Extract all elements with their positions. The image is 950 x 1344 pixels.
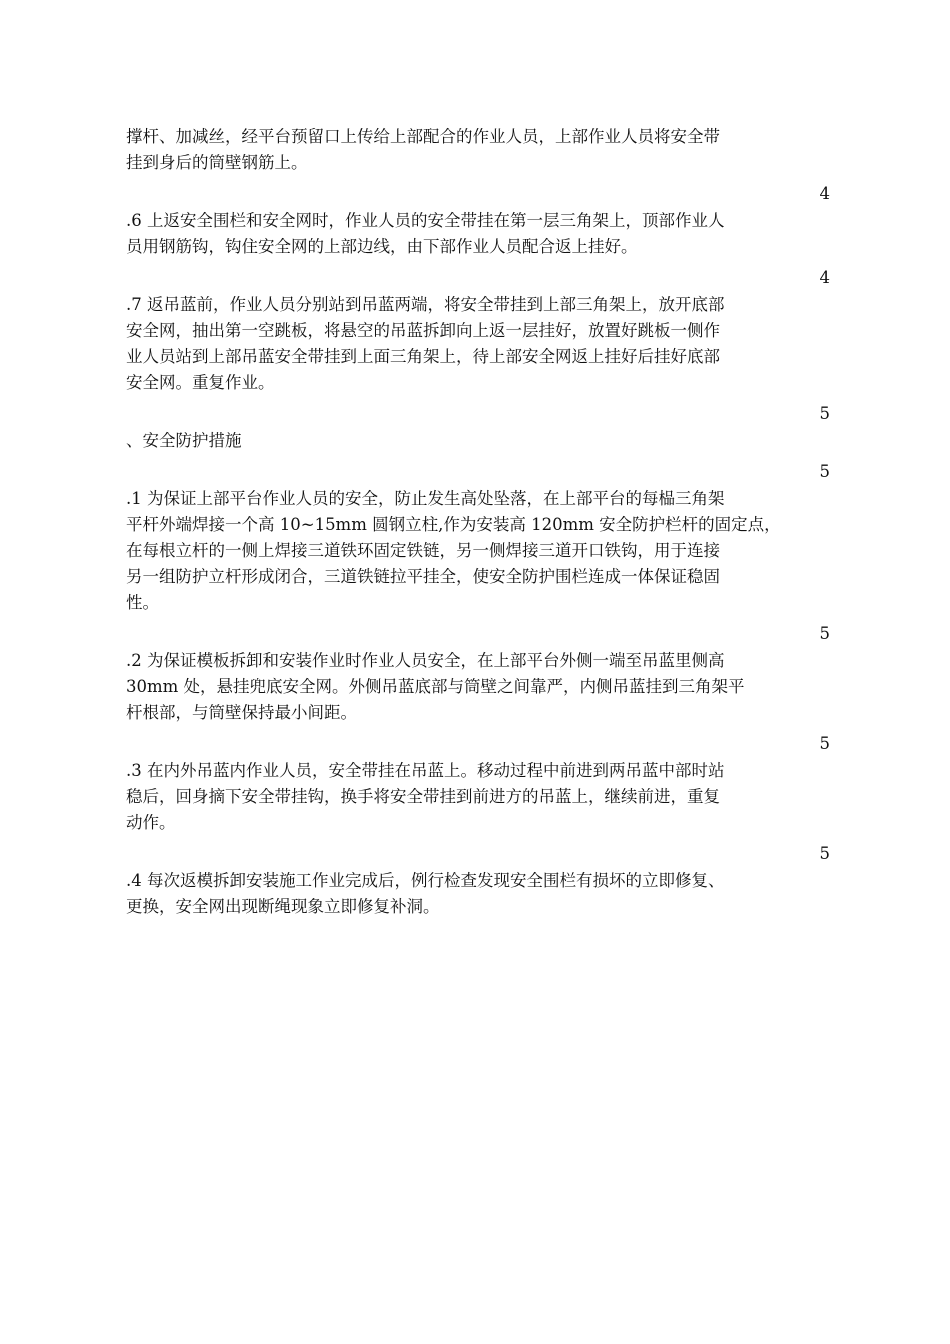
paragraph-continuation: 撑杆、加减丝，经平台预留口上传给上部配合的作业人员，上部作业人员将安全带 挂到身后的筒壁钢筋上。 [126, 127, 720, 172]
section-number: 5 [819, 734, 830, 753]
section-number: 5 [819, 624, 830, 643]
paragraph-4-6: .6 上返安全围栏和安全网时，作业人员的安全带挂在第一层三角架上，顶部作业人 员用钢筋钩，钩住安全网的上部边线，由下部作业人员配合返上挂好。 [126, 211, 725, 256]
paragraph-5-1: .1 为保证上部平台作业人员的安全，防止发生高处坠落，在上部平台的每榀三角架 平杆外端焊接一个高 10~15mm 圆钢立柱,作为安装高 120mm 安全防护栏杆的固定点， 在每根立杆的一侧上焊接三道铁环固定铁链，另一侧焊接三道开口铁钩，用于连接 另一组防护立杆形成闭合，三道铁链拉平挂全，使安全防护围栏连成一体保证稳固 性。 [126, 489, 781, 612]
paragraph-5-4: .4 每次返模拆卸安装施工作业完成后，例行检查发现安全围栏有损坏的立即修复、 更换，安全网出现断绳现象立即修复补洞。 [126, 871, 725, 916]
document-body [126, 124, 832, 920]
section-number: 5 [819, 844, 830, 863]
paragraph-5-2: .2 为保证模板拆卸和安装作业时作业人员安全，在上部平台外侧一端至吊蓝里侧高 30mm 处，悬挂兜底安全网。外侧吊蓝底部与筒壁之间靠严，内侧吊蓝挂到三角架平 杆根部，与筒壁保持最小间距。 [126, 651, 745, 722]
paragraph-4-7: .7 返吊蓝前，作业人员分别站到吊蓝两端，将安全带挂到上部三角架上，放开底部 安全网，抽出第一空跳板，将悬空的吊蓝拆卸向上返一层挂好，放置好跳板一侧作 业人员站到上部吊蓝安全带挂到上面三角架上，待上部安全网返上挂好后挂好底部 安全网。重复作业。 [126, 295, 725, 392]
section-number: 5 [819, 404, 830, 423]
section-number: 4 [819, 184, 830, 203]
section-number: 5 [819, 462, 830, 481]
section-heading-safety-measures: 、安全防护措施 [126, 431, 242, 450]
paragraph-5-3: .3 在内外吊蓝内作业人员，安全带挂在吊蓝上。移动过程中前进到两吊蓝中部时站 稳后，回身摘下安全带挂钩，换手将安全带挂到前进方的吊蓝上，继续前进，重复 动作。 [126, 761, 725, 832]
section-number: 4 [819, 268, 830, 287]
